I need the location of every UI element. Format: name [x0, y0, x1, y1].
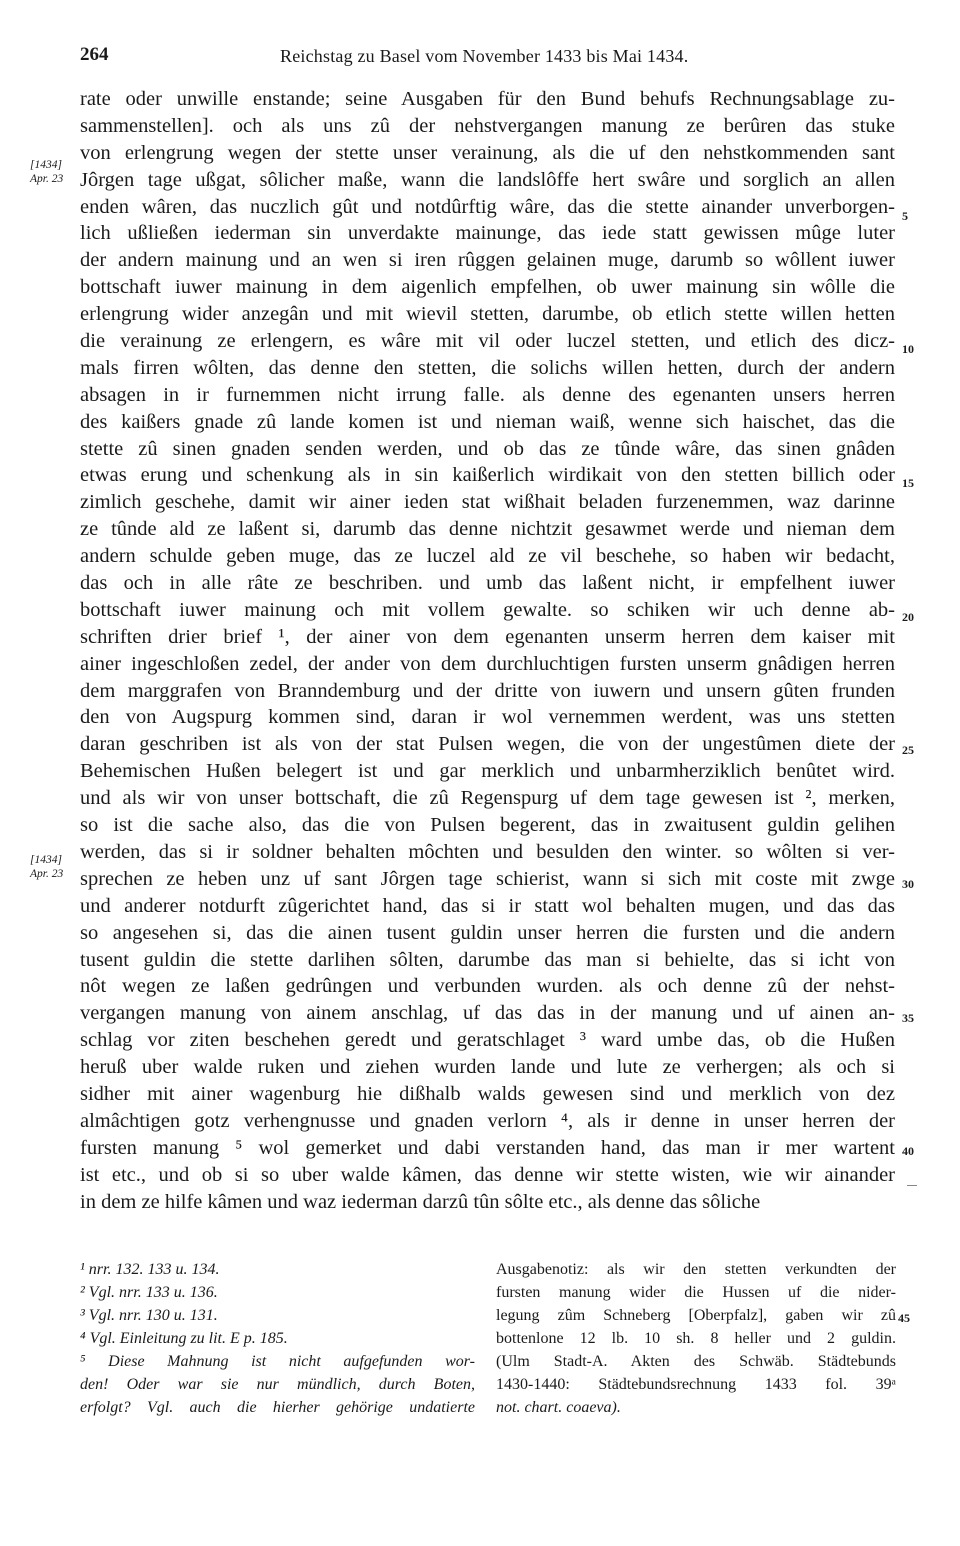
text-line: ainer ingeschloßen zedel, der ander von dem durchluchtigen fursten unserm gnâdigen herren: [80, 652, 895, 675]
line-number: 5: [902, 209, 908, 223]
text-line: zimlich geschehe, damit wir ainer ieden stat wißhait beladen furzenemmen, waz darinne: [80, 491, 895, 514]
editorial-note-line: bottenlone 12 lb. 10 sh. 8 heller und 2 guldin.: [496, 1330, 896, 1347]
text-line: enden wâren, das nuczlich gût und notdûrftig wâre, das die stette ainander unverborgen-: [80, 195, 895, 218]
text-line: fursten manung ⁵ wol gemerket und dabi verstanden hand, das man ir mer wartent: [80, 1136, 895, 1159]
text-line: ist etc., und ob si so uber walde kâmen, das denne wir stette wisten, wie wir ainander: [80, 1163, 895, 1186]
text-line: schlag vor ziten beschehen geredt und geratschlaget ³ ward umbe das, ob die Hußen: [80, 1029, 895, 1052]
text-line: in dem ze hilfe kâmen und waz iederman darzû tûn sôlte etc., als denne das sôliche: [80, 1190, 761, 1213]
footnote: ² Vgl. nrr. 133 u. 136.: [80, 1284, 218, 1301]
text-line: nôt wegen ze laßen gedrûngen und verbunden wurden. als och denne zû der nehst-: [80, 975, 895, 998]
text-line: Jôrgen tage ußgat, sôlicher maße, wann die landslôffe hert swâre und sorglich an allen: [80, 168, 895, 191]
text-line: sidher mit ainer wagenburg hie dißhalb walds gewesen sind und merklich von dez: [80, 1082, 895, 1105]
text-line: lich ußließen iederman sin unverdakte mainunge, das iede statt gewissen mûge luter: [80, 222, 895, 245]
text-line: werden, das si ir soldner behalten môchten und besulden den winter. so wôlten si ver-: [80, 840, 895, 863]
editorial-note-line: not. chart. coaeva).: [496, 1399, 621, 1416]
main-text: [80, 86, 895, 1215]
text-line: und anderer notdurft zûgerichtet hand, das si ir statt wol behalten mugen, und das das: [80, 894, 895, 917]
text-line: dem marggrafen von Branndemburg und der dritte von iuwern und unsern gûten frunden: [80, 679, 895, 702]
footnote: ⁵ Diese Mahnung ist nicht aufgefunden wor-: [80, 1353, 475, 1370]
text-line: die verainung ze erlengern, es wâre mit vil oder luczel stetten, und etlich des dicz-: [80, 330, 895, 353]
footnote: den! Oder war sie nur mündlich, durch Boten,: [80, 1376, 475, 1393]
text-line: rate oder unwille enstande; seine Ausgaben für den Bund behufs Rechnungsablage zu-: [80, 88, 895, 110]
text-line: vergangen manung von ainem anschlag, uf das das in der manung und uf ainen an-: [80, 1002, 895, 1025]
line-number: 35: [902, 1011, 914, 1025]
text-line: andern schulde geben muge, das ze luczel ald ze vil beschehe, so haben wir bedacht,: [80, 545, 895, 568]
text-line: und als wir von unser bottschaft, die zû Regenspurg uf dem tage gewesen ist ², merken,: [80, 787, 895, 810]
footnotes: [80, 1258, 475, 1419]
editorial-note-line: fursten manung wider die Hussen uf die nider-: [496, 1284, 896, 1301]
margin-note-date: Apr. 23: [30, 868, 64, 880]
margin-note: [30, 853, 63, 881]
running-title: Reichstag zu Basel vom November 1433 bis Mai 1434.: [280, 46, 689, 66]
line-number: 45: [898, 1311, 910, 1325]
editorial-note-line: legung zûm Schneberg [Oberpfalz], gaben wir zû: [496, 1307, 896, 1324]
footnote: ⁴ Vgl. Einleitung zu lit. E p. 185.: [80, 1330, 288, 1347]
editorial-note-line: (Ulm Stadt-A. Akten des Schwäb. Städtebunds: [496, 1353, 896, 1370]
text-line: daran geschriben ist als von der stat Pulsen wegen, die von der ungestûmen diete der: [80, 733, 895, 756]
margin-note-year: [1434]: [30, 854, 62, 866]
margin-note-date: Apr. 23: [30, 173, 64, 185]
text-line: den von Augspurg kommen sind, daran ir wol vernemmen werdent, was uns stetten: [80, 706, 895, 729]
text-line: so angesehen si, das die ainen tusent guldin unser herren die fursten und die andern: [80, 921, 895, 944]
text-line: mals firren wôlten, das denne den stetten, die solichs willen hetten, durch der andern: [80, 356, 895, 379]
text-line: absagen in ir furnemmen nicht irrung falle. als denne des egenanten unsers herren: [80, 383, 895, 406]
text-line: tusent guldin die stette darlihen sôlten, darumbe das man si behielte, das si icht von: [80, 948, 895, 971]
footnote: ³ Vgl. nrr. 130 u. 131.: [80, 1307, 218, 1324]
text-line: stette zû sinen gnaden senden werden, und ob das ze tûnde wâre, das sinen gnâden: [80, 437, 895, 460]
page-header: [80, 44, 900, 74]
text-line: ze tûnde ald ze laßent si, darumb das denne nichtzit gesawmet werde und nieman dem: [80, 518, 895, 541]
text-line: sammenstellen]. och als uns zû der nehstvergangen manung ze berûren das stuke: [80, 114, 895, 137]
text-line: Behemischen Hußen belegert ist und gar merklich und unbarmherziklich benûtet wird.: [80, 760, 895, 783]
text-line: der andern mainung und an wen si iren rûggen gelainen muge, darumb so wôllent iuwer: [80, 249, 895, 272]
text-line: etwas erung und schenkung als in sin kaißerlich wirdikait von den stetten billich oder: [80, 464, 895, 487]
text-line: schriften drier brief ¹, der ainer von dem egenanten unserm herren dem kaiser mit: [80, 625, 895, 648]
text-line: das och in alle râte ze beschriben. und umb das laßent nicht, ir empfelhent iuwer: [80, 572, 895, 595]
line-number: 10: [902, 342, 914, 356]
continuation-dash: [907, 1185, 917, 1186]
text-line: bottschaft iuwer mainung in dem aigenlich empfelhen, ob uwer mainung sin wôlle die: [80, 276, 895, 299]
line-number: 30: [902, 877, 914, 891]
text-line: von erlengrung wegen der stette unser verainung, als die uf den nehstkommenden sant: [80, 141, 895, 164]
text-line: so ist die sache also, das die von Pulsen begerent, das in zwaitusent guldin gelihen: [80, 814, 895, 837]
line-number: 15: [902, 476, 914, 490]
editorial-note: [496, 1258, 896, 1419]
margin-note: [30, 158, 63, 186]
text-line: heruß uber walde ruken und ziehen wurden lande und lute ze verhergen; als och si: [80, 1056, 895, 1079]
editorial-note-line: Ausgabenotiz: als wir den stetten verkundten der: [496, 1261, 896, 1278]
text-line: erlengrung wider anzegân und mit wievil stetten, darumbe, ob etlich stette willen hetten: [80, 303, 895, 326]
text-line: sprechen ze heben unz uf sant Jôrgen tage schierist, wann si sich mit coste mit zwge: [80, 867, 895, 890]
line-number: 25: [902, 743, 914, 757]
line-number: 20: [902, 610, 914, 624]
page-number: 264: [80, 44, 109, 65]
line-number: 40: [902, 1144, 914, 1158]
text-line: bottschaft iuwer mainung och mit vollem gewalte. so schiken wir uch denne ab-: [80, 598, 895, 621]
footnote: erfolgt? Vgl. auch die hierher gehörige undatierte: [80, 1399, 475, 1416]
text-line: almâchtigen gotz verhengnusse und gnaden verlorn ⁴, als ir denne in unser herren der: [80, 1109, 895, 1132]
text-line: des kaißers gnade zû lande komen ist und nieman waiß, wenne sich haischet, das die: [80, 410, 895, 433]
margin-note-year: [1434]: [30, 159, 62, 171]
editorial-note-line: 1430-1440: Städtebundsrechnung 1433 fol. 39ᵃ: [496, 1376, 896, 1393]
footnote: ¹ nrr. 132. 133 u. 134.: [80, 1261, 220, 1278]
